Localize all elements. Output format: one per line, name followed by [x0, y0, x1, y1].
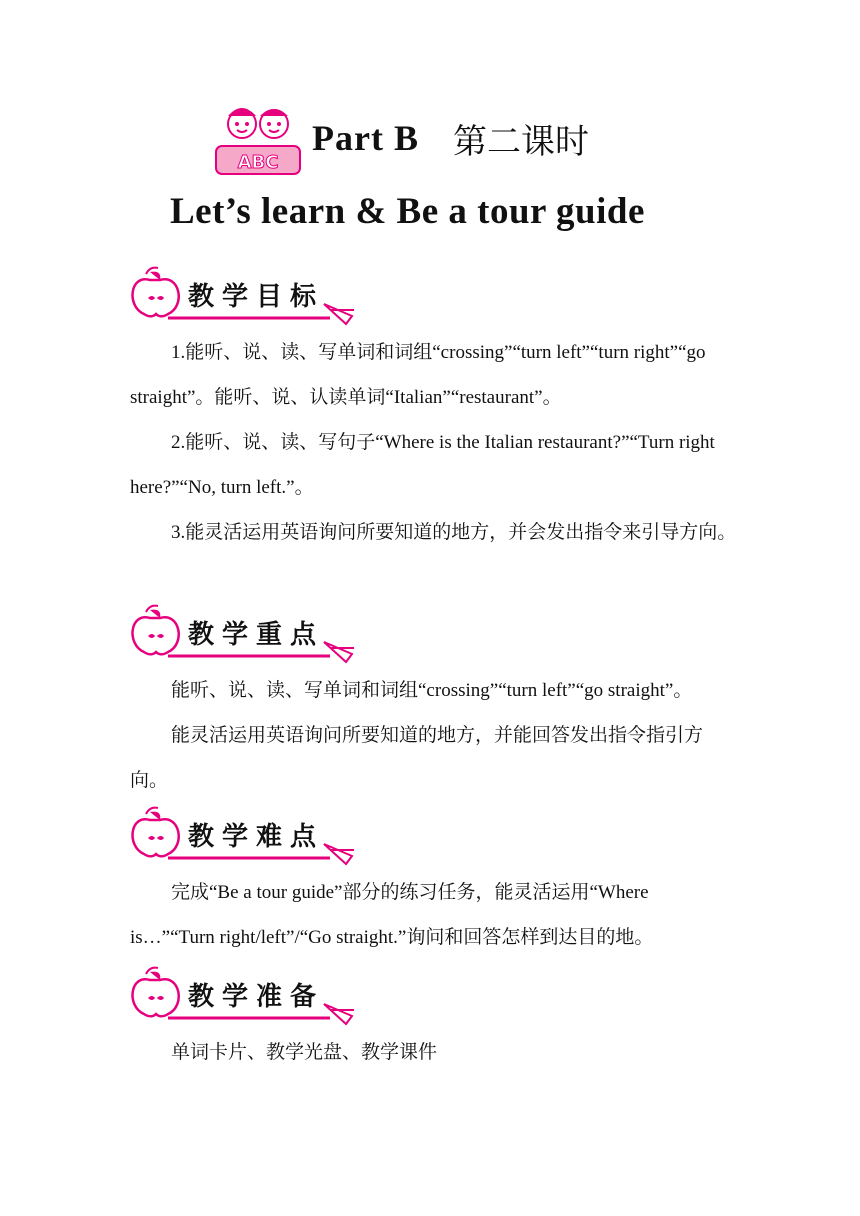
logo-text: ABC: [237, 152, 279, 173]
section-heading-text: 教学重点: [188, 620, 325, 650]
section-heading-difficulties: [124, 806, 364, 870]
page-subtitle: Let’s learn & Be a tour guide: [170, 191, 645, 232]
paragraph: 单词卡片、教学光盘、教学课件: [171, 1042, 438, 1063]
paragraph: 能听、说、读、写单词和词组“crossing”“turn left”“go straight”。: [171, 680, 693, 701]
section-heading-text: 教学准备: [188, 982, 325, 1012]
title-row: [214, 100, 589, 176]
paragraph: 完成“Be a tour guide”部分的练习任务，能灵活运用“Where is…”“Turn right/left”/“Go straight.”询问和回答怎样到达目的地。: [130, 882, 654, 948]
page-title-cn: 第二课时: [452, 121, 589, 162]
section-body-key-points: [130, 668, 738, 803]
page-title: Part B: [312, 118, 419, 158]
kids-abc-logo-icon: [214, 100, 302, 176]
paragraph: 2.能听、说、读、写句子“Where is the Italian restaurant?”“Turn right here?”“No, turn left.”。: [130, 432, 715, 498]
paragraph: 能灵活运用英语询问所要知道的地方，并能回答发出指令指引方向。: [130, 725, 704, 791]
section-body-objectives: [130, 330, 738, 555]
section-body-difficulties: [130, 870, 738, 960]
section-heading-key-points: [124, 604, 364, 668]
section-heading-text: 教学难点: [188, 822, 325, 852]
paragraph: 3.能灵活运用英语询问所要知道的地方，并会发出指令来引导方向。: [171, 522, 737, 543]
section-heading-preparation: [124, 966, 364, 1030]
paragraph: 1.能听、说、读、写单词和词组“crossing”“turn left”“turn right”“go straight”。能听、说、认读单词“Italian”“restaurant”。: [130, 342, 706, 408]
section-body-preparation: [130, 1030, 738, 1075]
section-heading-text: 教学目标: [188, 282, 325, 312]
section-heading-objectives: [124, 266, 364, 330]
